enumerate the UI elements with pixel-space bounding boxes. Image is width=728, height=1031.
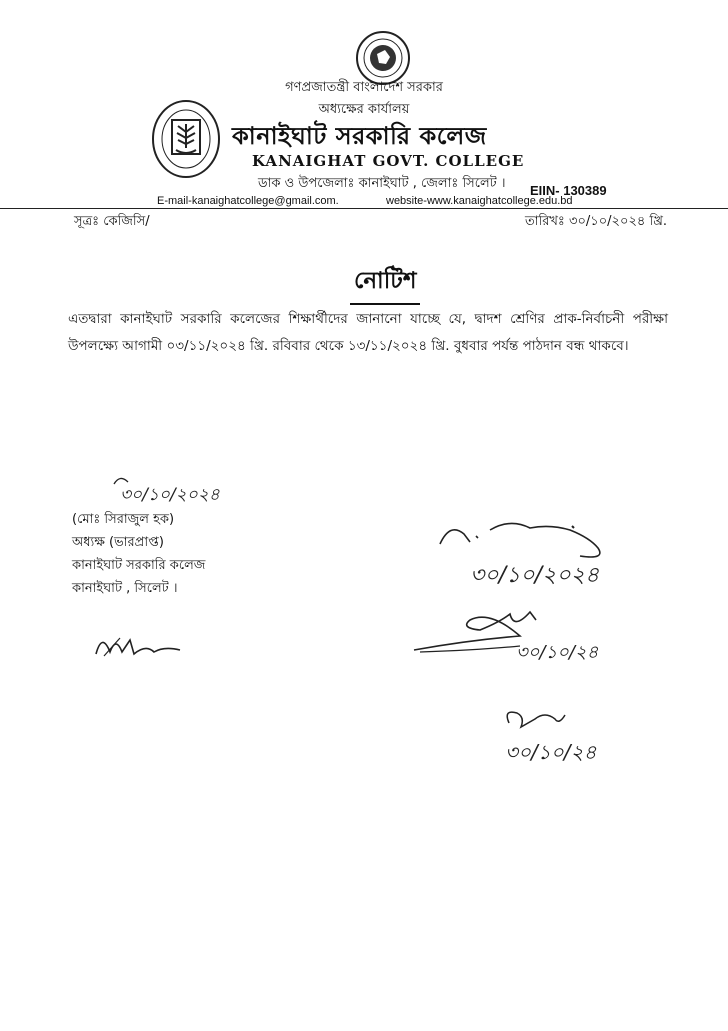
college-email: E-mail-kanaighatcollege@gmail.com. (157, 195, 339, 207)
right-date-1-text: ৩০/১০/২০২৪ (470, 563, 600, 588)
right-date-2-text: ৩০/১০/২৪ (516, 642, 599, 663)
notice-title: নোটিশ (350, 262, 420, 305)
college-name-english: KANAIGHAT GOVT. COLLEGE (252, 152, 525, 170)
government-name: গণপ্রজাতন্ত্রী বাংলাদেশ সরকার (285, 80, 443, 95)
signatory-institution: কানাইঘাট সরকারি কলেজ (72, 558, 206, 573)
signatory-location: কানাইঘাট , সিলেট । (72, 581, 178, 596)
signature-right-3 (495, 705, 635, 770)
eiin-number: EIIN- 130389 (530, 183, 607, 198)
signatory-designation: অধ্যক্ষ (ভারপ্রাপ্ত) (72, 535, 164, 550)
signature-right-2 (410, 600, 620, 670)
college-logo-icon (150, 98, 222, 180)
college-website: website-www.kanaighatcollege.edu.bd (386, 195, 573, 207)
left-date-text: ৩০/১০/২০২৪ (120, 485, 220, 505)
signature-right-1 (430, 512, 630, 602)
office-name: অধ্যক্ষের কার্যালয় (318, 102, 410, 117)
signatory-name: (মোঃ সিরাজুল হক) (72, 512, 175, 527)
signature-left-icon (90, 626, 190, 666)
notice-date: তারিখঃ ৩০/১০/২০২৪ খ্রি. (525, 214, 667, 229)
signatory-block (72, 508, 205, 600)
reference-number: সূত্রঃ কেজিসি/ (74, 214, 150, 229)
notice-body: এতদ্বারা কানাইঘাট সরকারি কলেজের শিক্ষার্থীদের জানানো যাচ্ছে যে, দ্বাদশ শ্রেণির প্রাক-নির্বাচনী পরীক্ষা উপলক্ষ্যে আগামী ০৩/১১/২০২৪ খ্রি. রবিবার থেকে ১৩/১১/২০২৪ খ্রি. বুধবার পর্যন্ত পাঠদান বন্ধ থাকবে। (68, 311, 668, 354)
college-name-bangla: কানাইঘাট সরকারি কলেজ (232, 122, 487, 150)
right-date-3-text: ৩০/১০/২৪ (505, 740, 597, 764)
college-address: ডাক ও উপজেলাঃ কানাইঘাট , জেলাঃ সিলেট । (258, 176, 506, 191)
header-divider (0, 208, 728, 209)
handwritten-date-left (110, 470, 230, 510)
